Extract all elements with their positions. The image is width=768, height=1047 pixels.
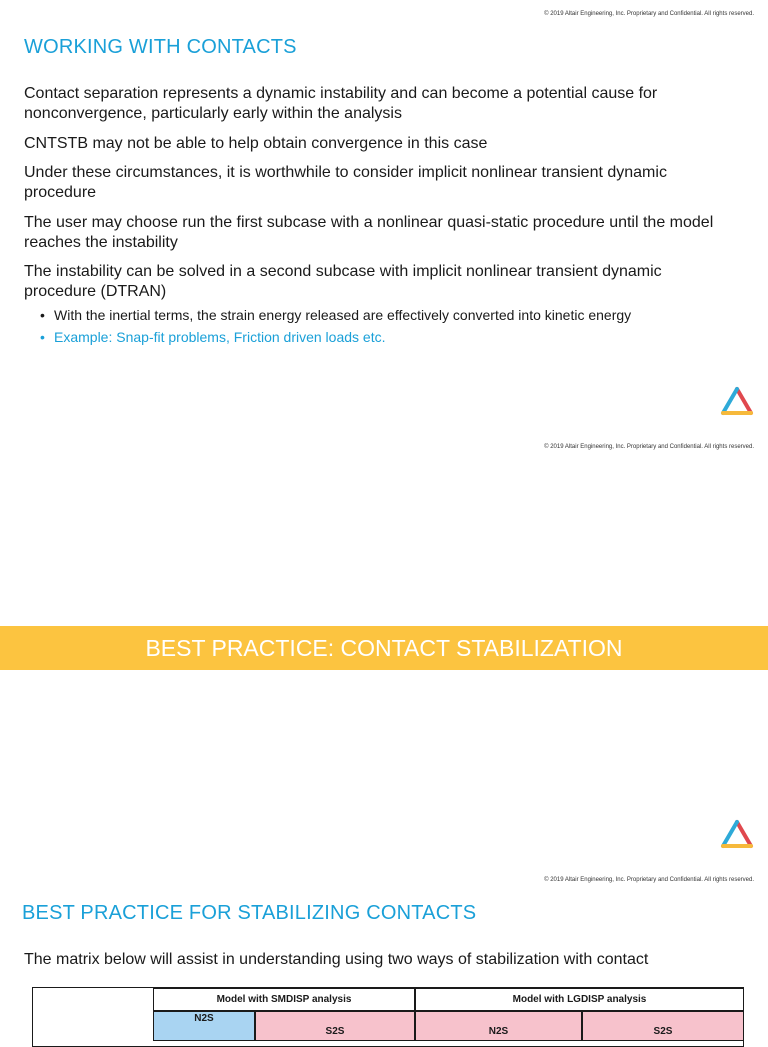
- copyright-notice: © 2019 Altair Engineering, Inc. Proprietary and Confidential. All rights reserved.: [544, 877, 754, 883]
- slide-title: BEST PRACTICE FOR STABILIZING CONTACTS: [22, 902, 477, 924]
- matrix-subheader-s2s: S2S: [255, 1011, 415, 1041]
- body-paragraph: The matrix below will assist in understanding using two ways of stabilization with contact: [24, 951, 649, 968]
- matrix-header-lgdisp: Model with LGDISP analysis: [415, 988, 744, 1011]
- bullet-item: [40, 306, 740, 324]
- copyright-notice: © 2019 Altair Engineering, Inc. Proprietary and Confidential. All rights reserved.: [544, 444, 754, 450]
- bullet-text: With the inertial terms, the strain energy released are effectively converted into kinetic energy: [54, 307, 632, 323]
- copyright-notice: © 2019 Altair Engineering, Inc. Proprietary and Confidential. All rights reserved.: [544, 11, 754, 17]
- slide-title: WORKING WITH CONTACTS: [24, 36, 297, 58]
- section-band: [0, 626, 768, 670]
- bullet-marker: •: [40, 307, 45, 323]
- matrix-header-smdisp: Model with SMDISP analysis: [153, 988, 415, 1011]
- body-paragraph: CNTSTB may not be able to help obtain convergence in this case: [24, 135, 488, 152]
- body-paragraph: Under these circumstances, it is worthwhile to consider implicit nonlinear transient dynamic procedure: [24, 164, 667, 201]
- bullet-marker: •: [40, 329, 45, 345]
- altair-triangle-logo-icon: [720, 387, 754, 417]
- matrix-subheader-n2s: N2S: [415, 1011, 582, 1041]
- section-title: BEST PRACTICE: CONTACT STABILIZATION: [145, 635, 623, 661]
- stabilization-matrix-table: [32, 987, 744, 1047]
- body-paragraph: Contact separation represents a dynamic instability and can become a potential cause for nonconvergence, particularly early within the analysis: [24, 85, 658, 122]
- bullet-item: [40, 328, 740, 346]
- matrix-subheader-s2s: S2S: [582, 1011, 744, 1041]
- body-paragraph: The instability can be solved in a second subcase with implicit nonlinear transient dynamic procedure (DTRAN): [24, 263, 662, 300]
- body-paragraph: The user may choose run the first subcase with a nonlinear quasi-static procedure until the model reaches the instability: [24, 214, 714, 251]
- matrix-subheader-n2s: N2S: [153, 1011, 255, 1041]
- altair-triangle-logo-icon: [720, 820, 754, 850]
- bullet-text: Example: Snap-fit problems, Friction driven loads etc.: [54, 329, 386, 345]
